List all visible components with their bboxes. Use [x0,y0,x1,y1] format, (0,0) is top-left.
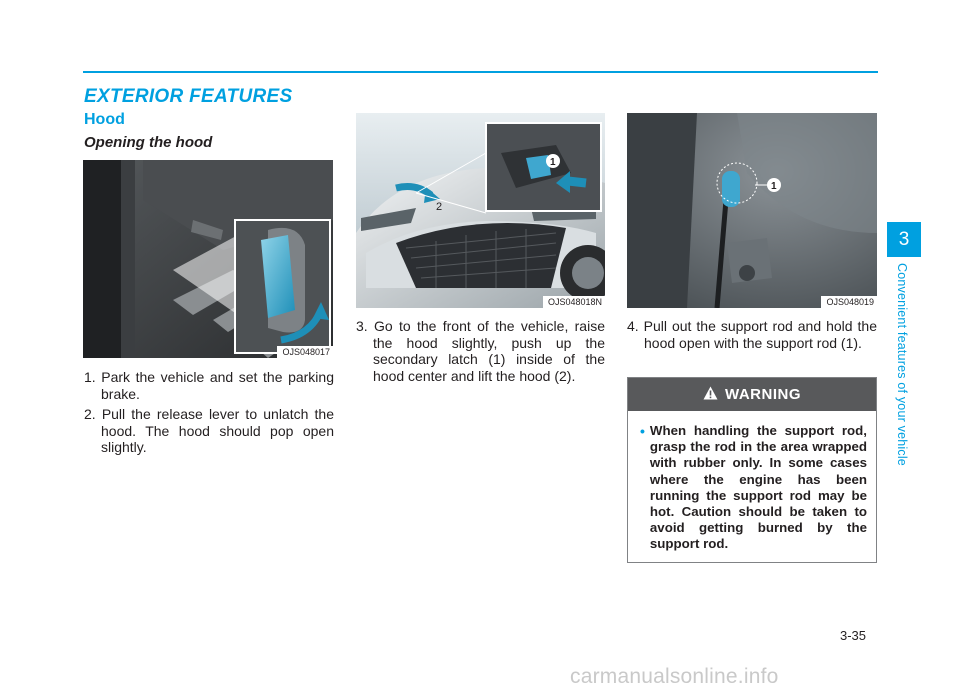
step-2: 2. Pull the release lever to unlatch the hood. The hood should pop open slightly. [84,406,334,455]
watermark: carmanualsonline.info [570,665,779,688]
warning-box [627,377,877,563]
section-title: EXTERIOR FEATURES [84,86,293,107]
chapter-tab [887,222,921,257]
hood-support-rod-photo [627,113,877,308]
figure-code: OJS048019 [821,296,877,308]
bullet-icon: • [640,423,645,439]
warning-triangle-icon [703,386,718,404]
step-1: 1. Park the vehicle and set the parking brake. [84,369,334,402]
chapter-number: 3 [898,228,910,250]
svg-text:1: 1 [771,181,777,192]
figure-release-lever [83,160,333,358]
svg-text:2: 2 [436,201,443,213]
steps-column-3 [627,318,877,355]
figure-code: OJS048017 [277,346,333,358]
car-front-secondary-latch-photo [356,113,605,308]
page-number: 3-35 [840,628,867,643]
subhead-opening-hood: Opening the hood [84,134,213,151]
figure-secondary-latch [356,113,605,308]
step-3: 3. Go to the front of the vehicle, raise the hood slightly, push up the secondary latch (1) inside of the hood center and lift the hood (2). [356,318,605,384]
header-rule [83,71,878,73]
steps-column-2 [356,318,605,388]
svg-text:1: 1 [550,157,556,168]
chapter-label: Convenient features of your vehicle [895,263,909,466]
subsection-title: Hood [84,111,125,128]
steps-column-1 [84,369,334,460]
figure-code: OJS048018N [543,296,605,308]
figure-support-rod [627,113,877,308]
warning-text: When handling the support rod, grasp the rod in the area wrapped with rubber only. In some cases where the engine has been running the support rod may be hot. Caution should be taken to avoid getting burned by the support rod. [649,423,867,552]
step-4: 4. Pull out the support rod and hold the hood open with the support rod (1). [627,318,877,351]
warning-body [628,411,876,553]
hood-release-lever-photo [83,160,333,358]
warning-title: WARNING [725,386,801,403]
warning-header [628,378,876,411]
